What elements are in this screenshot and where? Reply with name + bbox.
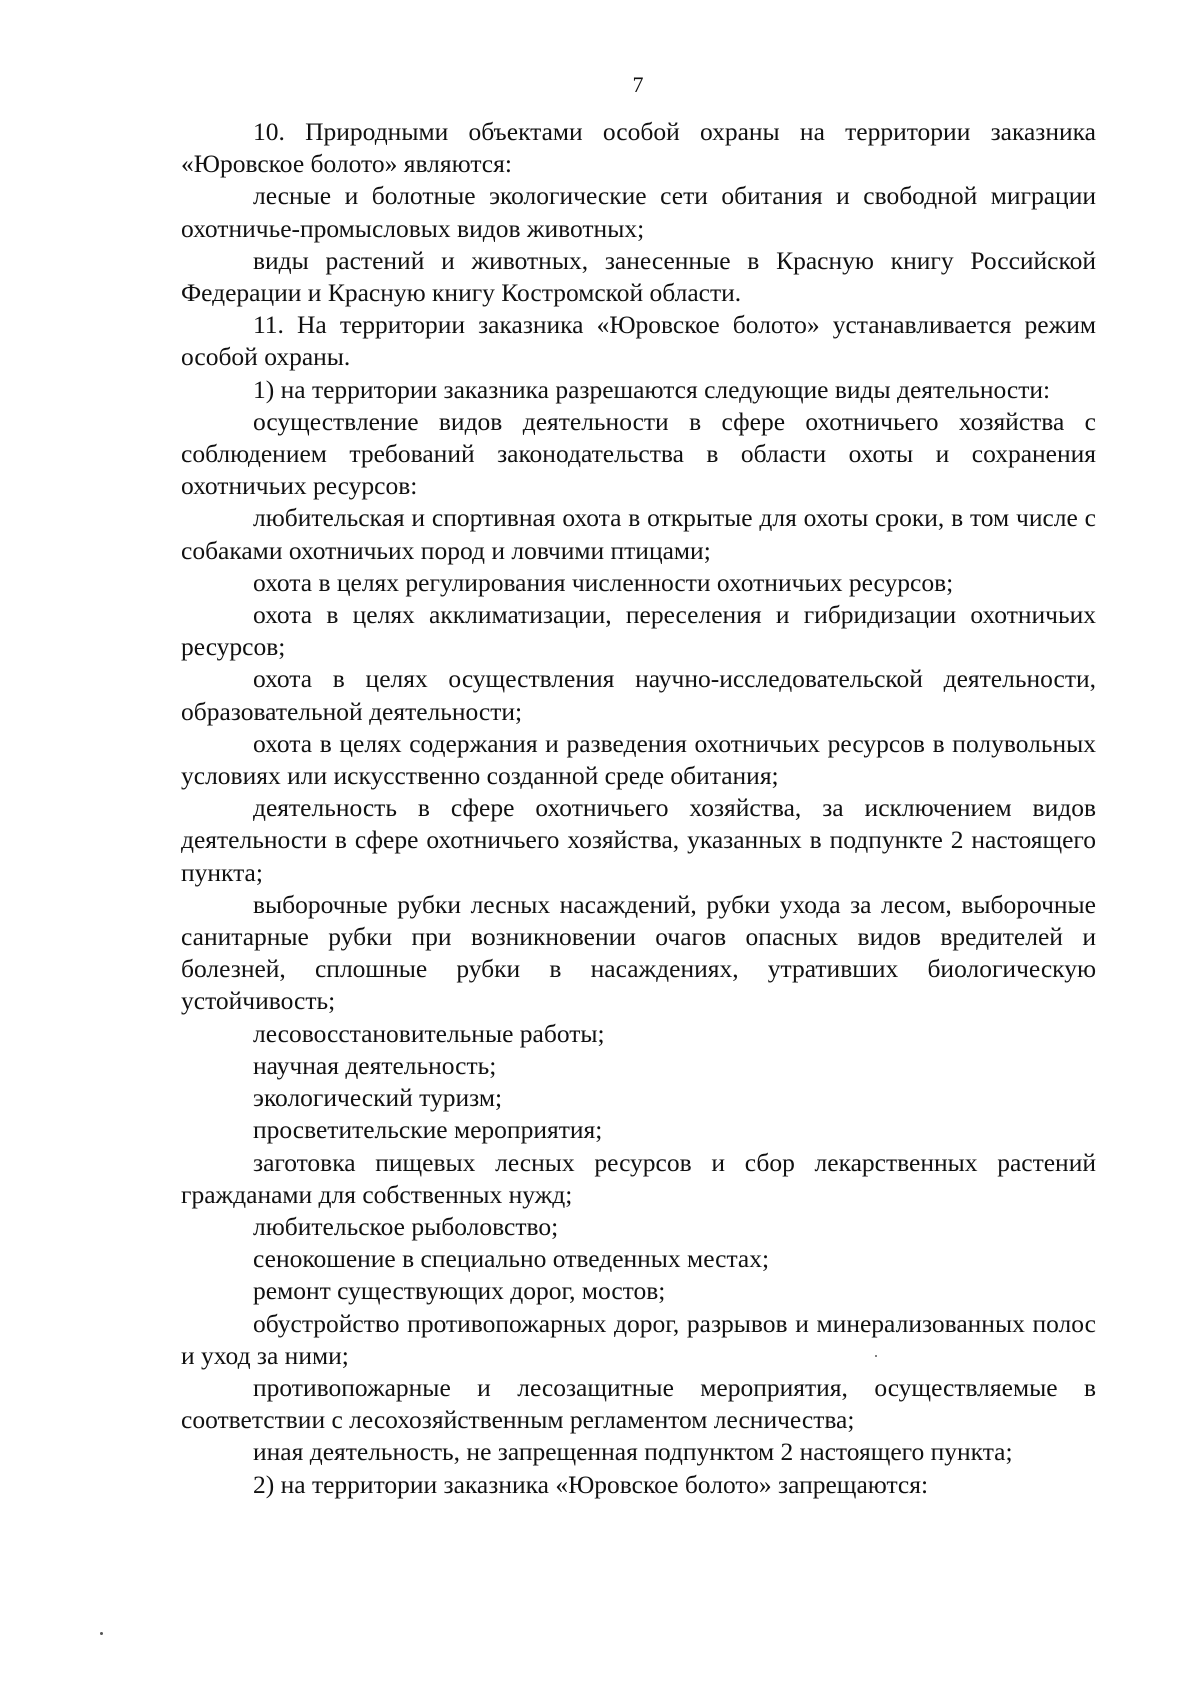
paragraph: деятельность в сфере охотничьего хозяйства, за исключением видов деятельности в сфере охотничьего хозяйства, указанных в подпункте 2 настоящего пункта; — [181, 793, 1096, 887]
paragraph: обустройство противопожарных дорог, разрывов и минерализованных полос и уход за ними; — [181, 1308, 1096, 1370]
paragraph: охота в целях регулирования численности охотничьих ресурсов; — [253, 567, 954, 597]
paragraph: 2) на территории заказника «Юровское болото» запрещаются: — [253, 1469, 929, 1499]
paragraph: лесные и болотные экологические сети обитания и свободной миграции охотничье-промысловых видов животных; — [181, 181, 1096, 243]
paragraph: охота в целях содержания и разведения охотничьих ресурсов в полувольных условиях или искусственно созданной среде обитания; — [181, 728, 1096, 791]
paragraph: сенокошение в специально отведенных местах; — [253, 1244, 770, 1274]
document-body — [181, 116, 1096, 1501]
paragraph: охота в целях акклиматизации, переселения и гибридизации охотничьих ресурсов; — [181, 600, 1096, 662]
paragraph: лесовосстановительные работы; — [253, 1018, 605, 1048]
paragraph: осуществление видов деятельности в сфере охотничьего хозяйства с соблюдением требований законодательства в области охоты и сохранения охотничьих ресурсов: — [181, 406, 1096, 501]
scan-speck — [875, 1355, 877, 1357]
paragraph: просветительские мероприятия; — [253, 1115, 603, 1145]
paragraph: ремонт существующих дорог, мостов; — [253, 1276, 666, 1306]
paragraph: 10. Природными объектами особой охраны на территории заказника «Юровское болото» являются: — [181, 117, 1096, 179]
paragraph: 11. На территории заказника «Юровское болото» устанавливается режим особой охраны. — [181, 310, 1096, 372]
paragraph: заготовка пищевых лесных ресурсов и сбор лекарственных растений гражданами для собственных нужд; — [181, 1147, 1096, 1209]
scan-speck — [100, 1632, 103, 1635]
paragraph: иная деятельность, не запрещенная подпунктом 2 настоящего пункта; — [253, 1437, 1013, 1467]
paragraph: выборочные рубки лесных насаждений, рубки ухода за лесом, выборочные санитарные рубки при возникновении очагов опасных видов вредителей и болезней, сплошные рубки в насаждениях, утративших биологическую устойчивость; — [181, 889, 1096, 1016]
paragraph: 1) на территории заказника разрешаются следующие виды деятельности: — [253, 374, 1051, 404]
paragraph: научная деятельность; — [253, 1050, 497, 1080]
paragraph: противопожарные и лесозащитные мероприятия, осуществляемые в соответствии с лесохозяйственным регламентом лесничества; — [181, 1372, 1096, 1435]
paragraph: любительское рыболовство; — [253, 1211, 559, 1241]
paragraph: виды растений и животных, занесенные в Красную книгу Российской Федерации и Красную книгу Костромской области. — [181, 245, 1096, 308]
page-number: 7 — [632, 72, 644, 97]
paragraph: экологический туризм; — [253, 1083, 503, 1113]
paragraph: охота в целях осуществления научно-исследовательской деятельности, образовательной деятельности; — [181, 664, 1096, 726]
paragraph: любительская и спортивная охота в открытые для охоты сроки, в том числе с собаками охотничьих пород и ловчими птицами; — [181, 503, 1096, 565]
